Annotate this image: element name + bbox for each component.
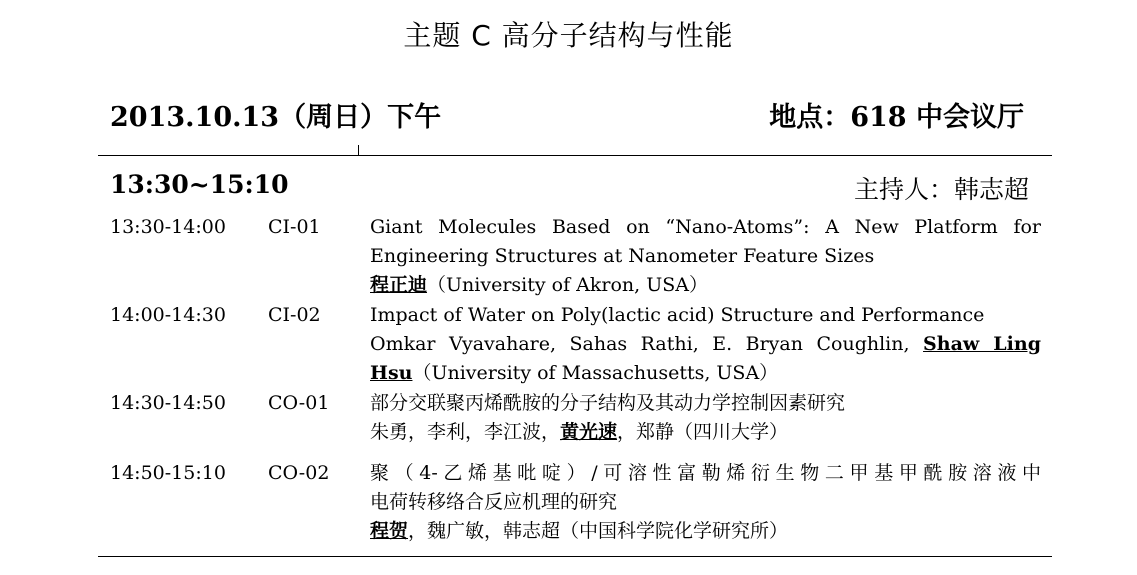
presenter-name: 程贺 [370, 520, 409, 542]
talk-authors [370, 271, 1041, 300]
co-authors: Omkar Vyavahare, Sahas Rathi, E. Bryan Coughlin, [370, 333, 910, 355]
presenter-name: 程正迪 [370, 274, 428, 296]
talk-authors [370, 517, 1041, 546]
talk-time: 14:50-15:10 [110, 462, 226, 484]
page-title: 主题 C 高分子结构与性能 [403, 19, 734, 52]
talk-title-line: 聚（4-乙烯基吡啶）/可溶性富勒烯衍生物二甲基甲酰胺溶液中 [370, 462, 1041, 484]
co-authors: 朱勇，李利，李江波， [370, 421, 561, 443]
talk-authors [370, 418, 1041, 447]
talk-title-line: 电荷转移络合反应机理的研究 [370, 491, 618, 513]
talk-code: CI-02 [268, 304, 321, 326]
talk-time: 14:30-14:50 [110, 392, 226, 414]
bottom-rule [98, 556, 1052, 557]
talk-title-line: 部分交联聚丙烯酰胺的分子结构及其动力学控制因素研究 [370, 392, 846, 414]
talk-title-line: Engineering Structures at Nanometer Feature Sizes [370, 245, 875, 267]
talk-title-line: Impact of Water on Poly(lactic acid) Structure and Performance [370, 304, 985, 326]
talk-details [370, 389, 1041, 447]
top-rule [98, 155, 1052, 156]
co-authors: ，郑静（四川大学） [617, 421, 789, 443]
talk-code: CO-02 [268, 462, 330, 484]
affiliation: （University of Akron, USA） [427, 274, 708, 296]
talk-details [370, 459, 1041, 546]
session-location: 地点：618 中会议厅 [769, 102, 1024, 133]
presenter-name: 黄光速 [560, 421, 618, 443]
column-tick [358, 145, 359, 155]
talk-authors-line [370, 359, 1041, 388]
talk-time: 14:00-14:30 [110, 304, 226, 326]
presenter-name: Shaw Ling [923, 333, 1041, 355]
presenter-name: Hsu [370, 362, 413, 384]
co-authors: ，魏广敏，韩志超（中国科学院化学研究所） [408, 520, 789, 542]
session-date: 2013.10.13（周日）下午 [110, 102, 442, 133]
session-time-range: 13:30~15:10 [110, 170, 289, 199]
talk-details [370, 301, 1041, 388]
talk-title-line: Giant Molecules Based on “Nano-Atoms”: A New Platform for [370, 216, 1041, 238]
talk-authors-line [370, 330, 1041, 359]
talk-code: CI-01 [268, 216, 321, 238]
talk-code: CO-01 [268, 392, 330, 414]
session-chair: 主持人：韩志超 [853, 175, 1029, 204]
talk-details [370, 213, 1041, 300]
talk-time: 13:30-14:00 [110, 216, 226, 238]
affiliation: （University of Massachusetts, USA） [412, 362, 779, 384]
